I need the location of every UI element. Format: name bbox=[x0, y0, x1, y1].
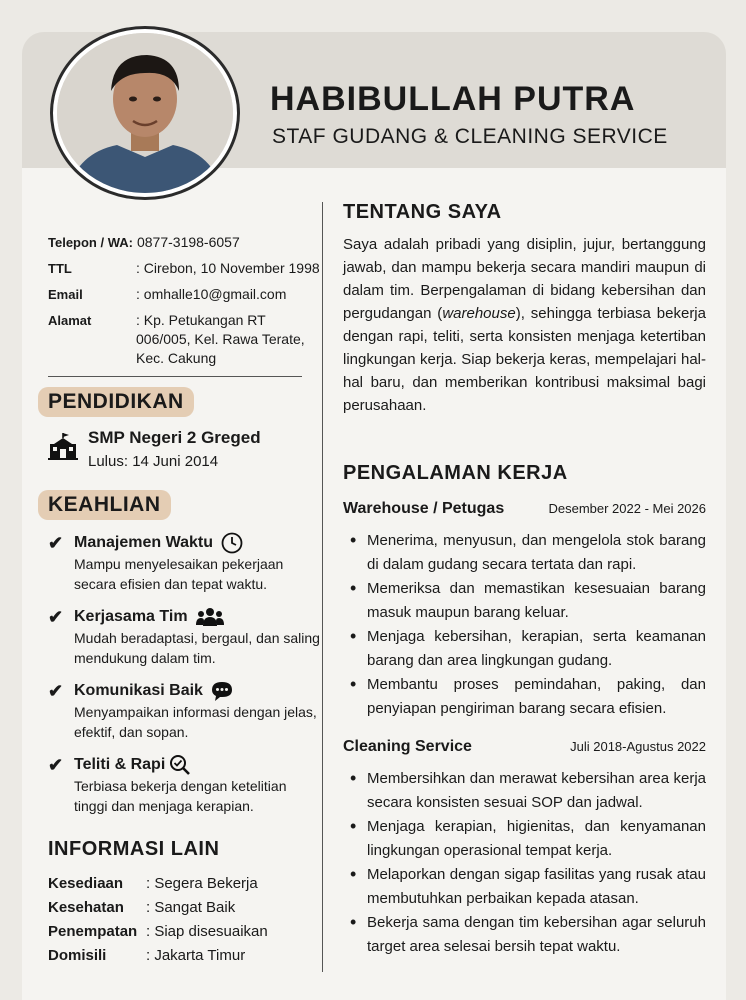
duty-item: • Menerima, menyusun, dan mengelola stok barang di dalam gudang secara tertata dan rapi. bbox=[343, 529, 706, 576]
skills-heading: KEAHLIAN bbox=[38, 490, 171, 520]
duty-item: • Melaporkan dengan sigap fasilitas yang rusak atau membutuhkan perbaikan kepada atasan. bbox=[343, 863, 706, 910]
ttl-label: TTL bbox=[48, 261, 72, 276]
duty-item: • Menjaga kebersihan, kerapian, serta keamanan barang dan area lingkungan gudang. bbox=[343, 625, 706, 672]
info-label: Kesehatan bbox=[48, 899, 124, 916]
info-row bbox=[48, 872, 320, 896]
info-label: Kesediaan bbox=[48, 875, 124, 892]
job-title: Cleaning Service bbox=[343, 738, 472, 755]
skill-item bbox=[48, 754, 320, 816]
info-row bbox=[48, 944, 320, 968]
info-label: Penempatan bbox=[48, 923, 138, 940]
skill-title: Teliti & Rapi bbox=[74, 756, 166, 773]
skill-title: Manajemen Waktu bbox=[74, 534, 213, 551]
about-heading: TENTANG SAYA bbox=[343, 201, 502, 223]
contact-ttl-row bbox=[48, 259, 320, 278]
skill-item bbox=[48, 606, 320, 668]
info-value: : Jakarta Timur bbox=[146, 947, 246, 964]
skill-description: Mampu menyelesaikan pekerjaan secara efisien dan tepat waktu. bbox=[74, 556, 284, 592]
contact-email-row bbox=[48, 285, 320, 304]
check-icon: ✔ bbox=[48, 680, 64, 701]
magnifier-check-icon bbox=[169, 754, 191, 776]
chat-bubble-icon bbox=[211, 680, 233, 702]
phone-label: Telepon / WA: bbox=[48, 235, 133, 250]
skill-description: Terbiasa bekerja dengan ketelitian tinggi dan menjaga kerapian. bbox=[74, 778, 287, 814]
address-value: : Kp. Petukangan RT 006/005, Kel. Rawa Terate, Kec. Cakung bbox=[136, 312, 305, 366]
job-date: Juli 2018-Agustus 2022 bbox=[570, 739, 706, 754]
contact-phone-row bbox=[48, 233, 320, 252]
column-divider bbox=[322, 202, 323, 972]
job-duties bbox=[343, 767, 706, 959]
duty-item: • Menjaga kerapian, higienitas, dan kenyamanan lingkungan operasional tempat kerja. bbox=[343, 815, 706, 862]
info-value: : Siap disesuaikan bbox=[146, 923, 268, 940]
job-date: Desember 2022 - Mei 2026 bbox=[548, 501, 706, 516]
about-text-part: Saya adalah pribadi yang disiplin, jujur, bertanggung jawab, dan mampu bekerja secara mandiri maupun di dalam tim. Berpengalaman di bidang kebersihan dan pergudangan ( bbox=[343, 236, 706, 322]
experience-heading: PENGALAMAN KERJA bbox=[343, 462, 568, 484]
candidate-role: STAF GUDANG & CLEANING SERVICE bbox=[272, 125, 668, 148]
email-value[interactable]: : omhalle10@gmail.com bbox=[136, 286, 287, 302]
about-text bbox=[343, 233, 706, 417]
team-icon bbox=[196, 606, 224, 628]
education-heading: PENDIDIKAN bbox=[38, 387, 194, 417]
duty-item: • Membersihkan dan merawat kebersihan area kerja secara konsisten sesuai SOP dan jadwal. bbox=[343, 767, 706, 814]
job-header bbox=[343, 738, 706, 756]
skill-item bbox=[48, 532, 320, 594]
school-building-icon bbox=[48, 432, 78, 460]
address-label: Alamat bbox=[48, 313, 92, 328]
job-title: Warehouse / Petugas bbox=[343, 500, 505, 517]
job-header bbox=[343, 500, 706, 518]
info-label: Domisili bbox=[48, 947, 107, 964]
skill-item bbox=[48, 680, 320, 742]
info-value: : Sangat Baik bbox=[146, 899, 236, 916]
other-info-list bbox=[48, 872, 320, 968]
other-info-heading: INFORMASI LAIN bbox=[48, 838, 220, 860]
skill-description: Mudah beradaptasi, bergaul, dan saling mendukung dalam tim. bbox=[74, 630, 320, 666]
school-name: SMP Negeri 2 Greged bbox=[88, 428, 261, 447]
check-icon: ✔ bbox=[48, 606, 64, 627]
contact-address-row bbox=[48, 311, 320, 368]
duty-item: • Bekerja sama dengan tim kebersihan agar seluruh target area selesai bersih tepat waktu. bbox=[343, 911, 706, 958]
contact-block bbox=[48, 233, 320, 375]
duty-item: • Memeriksa dan memastikan kesesuaian barang masuk maupun barang keluar. bbox=[343, 577, 706, 624]
about-text-italic: warehouse bbox=[442, 305, 516, 322]
candidate-name: HABIBULLAH PUTRA bbox=[270, 80, 636, 118]
skill-title: Kerjasama Tim bbox=[74, 608, 188, 625]
duty-item: • Membantu proses pemindahan, paking, dan penyiapan pengiriman barang secara efisien. bbox=[343, 673, 706, 720]
check-icon: ✔ bbox=[48, 532, 64, 553]
profile-photo bbox=[57, 33, 233, 193]
phone-value: 0877-3198-6057 bbox=[136, 234, 240, 250]
info-value: : Segera Bekerja bbox=[146, 875, 258, 892]
info-row bbox=[48, 920, 320, 944]
skill-description: Menyampaikan informasi dengan jelas, efektif, dan sopan. bbox=[74, 704, 317, 740]
skill-title: Komunikasi Baik bbox=[74, 682, 203, 699]
check-icon: ✔ bbox=[48, 754, 64, 775]
email-label: Email bbox=[48, 287, 83, 302]
graduation-date: Lulus: 14 Juni 2014 bbox=[88, 453, 219, 470]
ttl-value: : Cirebon, 10 November 1998 bbox=[136, 260, 320, 276]
info-row bbox=[48, 896, 320, 920]
contact-divider bbox=[48, 376, 302, 377]
clock-icon bbox=[221, 532, 243, 554]
about-text-part: ), sehingga terbiasa bekerja dengan rapi, teliti, serta konsisten menjaga ketertiban lingkungan kerja. Siap bekerja keras, mempelajari hal-hal baru, dan memberikan kontribusi maksimal bagi perusahaan. bbox=[343, 305, 706, 414]
job-duties bbox=[343, 529, 706, 721]
